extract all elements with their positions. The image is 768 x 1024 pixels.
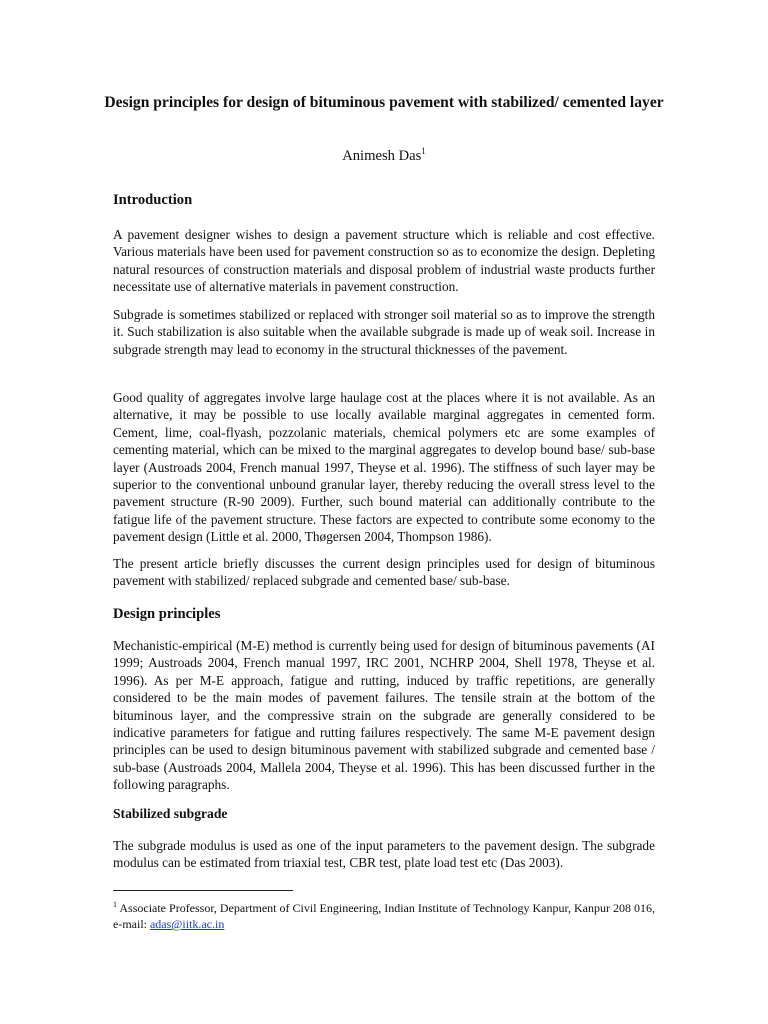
section-heading-design-principles: Design principles bbox=[113, 606, 221, 622]
introduction-paragraph-4: The present article briefly discusses the current design principles used for design of bituminous pavement with stabilized/ replaced subgrade and cemented base/ sub-base. bbox=[113, 556, 655, 589]
stabilized-subgrade-paragraph-1: The subgrade modulus is used as one of the input parameters to the pavement design. The subgrade modulus can be estimated from triaxial test, CBR test, plate load test etc (Das 2003). bbox=[113, 838, 655, 871]
section-heading-stabilized-subgrade: Stabilized subgrade bbox=[113, 806, 228, 821]
introduction-paragraph-2: Subgrade is sometimes stabilized or replaced with stronger soil material so as to improve the strength it. Such stabilization is also suitable when the available subgrade is made up of weak soil. Increase in subgrade strength may lead to economy in the structural thicknesses of the pavement. bbox=[113, 307, 655, 357]
section-heading-introduction: Introduction bbox=[113, 192, 193, 208]
author-footnote-marker: 1 bbox=[421, 146, 426, 157]
introduction-paragraph-3: Good quality of aggregates involve large haulage cost at the places where it is not available. As an alternative, it may be possible to use locally available marginal aggregates in cemented form. Cement, lime, coal-flyash, pozzolanic materials, chemical polymers etc are some examples of cementing material, which can be mixed to the marginal aggregates to develop bound base/ sub-base layer (Austroads 2004, French manual 1997, Theyse et al. 1996). The stiffness of such layer may be superior to the conventional unbound granular layer, thereby reducing the overall stress level to the pavement structure (R-90 2009). Further, such bound material can additionally contribute to the fatigue life of the pavement structure. These factors are expected to contribute some economy to the pavement design (Little et al. 2000, Thøgersen 2004, Thompson 1986). bbox=[113, 390, 655, 545]
footnote bbox=[113, 897, 655, 932]
paper-title: Design principles for design of bituminous pavement with stabilized/ cemented layer bbox=[104, 94, 664, 111]
footnote-divider bbox=[113, 890, 293, 891]
design-principles-paragraph-1: Mechanistic-empirical (M-E) method is currently being used for design of bituminous pavements (AI 1999; Austroads 2004, French manual 1997, IRC 2001, NCHRP 2004, Shell 1978, Theyse et al. 1996). As per M-E approach, fatigue and rutting, induced by traffic repetitions, are generally considered to be the main modes of pavement failures. The tensile strain at the bottom of the bituminous layer, and the compressive strain on the subgrade are generally considered to be indicative parameters for fatigue and rutting failures respectively. The same M-E pavement design principles can be used to design bituminous pavement with stabilized subgrade and cemented base / sub-base (Austroads 2004, Mallela 2004, Theyse et al. 1996). This has been discussed further in the following paragraphs. bbox=[113, 638, 655, 793]
footnote-marker: 1 bbox=[113, 900, 117, 909]
footnote-text: Associate Professor, Department of Civil Engineering, Indian Institute of Technology Kanpur, Kanpur 208 016, e-mail: bbox=[113, 901, 656, 931]
footnote-email-link[interactable]: adas@iitk.ac.in bbox=[149, 917, 225, 931]
author-line bbox=[0, 147, 768, 165]
author-name: Animesh Das bbox=[342, 148, 422, 164]
introduction-paragraph-1: A pavement designer wishes to design a pavement structure which is reliable and cost effective. Various materials have been used for pavement construction so as to economize the design. Depleting natural resources of construction materials and disposal problem of industrial waste products further necessitate use of alternative materials in pavement construction. bbox=[113, 227, 655, 295]
